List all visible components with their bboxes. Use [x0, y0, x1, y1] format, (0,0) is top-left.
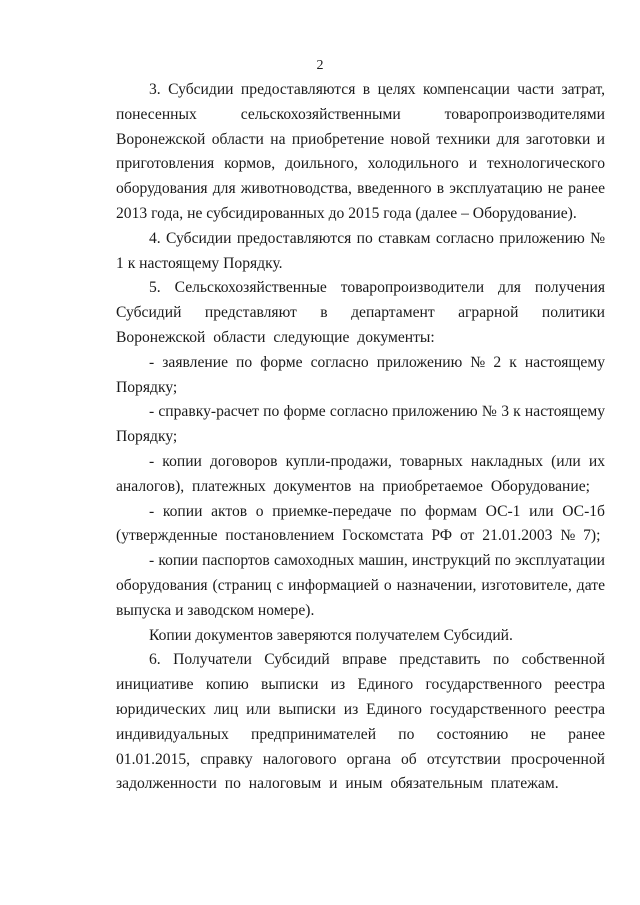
list-item-contracts: - копии договоров купли-продажи, товарных накладных (или их аналогов), платежных документов на приобретаемое Оборудование; — [116, 452, 605, 495]
page-number: 2 — [316, 58, 324, 73]
list-item-acts: - копии актов о приемке-передаче по формам ОС-1 или ОС-1б (утвержденные постановлением Госкомстата РФ от 21.01.2003 № 7); — [116, 502, 605, 545]
paragraph-6-optional-documents: 6. Получатели Субсидий вправе представить по собственной инициативе копию выписки из Единого государственного реестра юридических лиц или выписки из Единого государственного реестра индивидуальных предпринимателей по состоянию не ранее 01.01.2015, справку налогового органа об отсутствии просроченной задолженности по налоговым и иным обязательным платежам. — [116, 651, 605, 793]
list-item-passports: - копии паспортов самоходных машин, инструкций по эксплуатации оборудования (страниц с информацией о назначении, изготовителе, дате выпуска и заводском номере). — [116, 552, 605, 619]
paragraph-3-purpose: 3. Субсидии предоставляются в целях компенсации части затрат, понесенных сельскохозяйственными товаропроизводителями Воронежской области на приобретение новой техники для заготовки и приготовления кормов, доильного, холодильного и технологического оборудования для животноводства, введенного в эксплуатацию не ранее 2013 года, не субсидированных до 2015 года (далее – Оборудование). — [116, 81, 605, 222]
document-body — [116, 78, 605, 797]
list-item-application: - заявление по форме согласно приложению № 2 к настоящему Порядку; — [116, 353, 605, 396]
paragraph-certification: Копии документов заверяются получателем Субсидий. — [149, 626, 513, 644]
paragraph-4-rates: 4. Субсидии предоставляются по ставкам согласно приложению № 1 к настоящему Порядку. — [116, 229, 605, 272]
list-item-calculation: - справку-расчет по форме согласно приложению № 3 к настоящему Порядку; — [116, 403, 605, 446]
paragraph-5-documents: 5. Сельскохозяйственные товаропроизводители для получения Субсидий представляют в департамент аграрной политики Воронежской области следующие документы: — [116, 279, 605, 346]
